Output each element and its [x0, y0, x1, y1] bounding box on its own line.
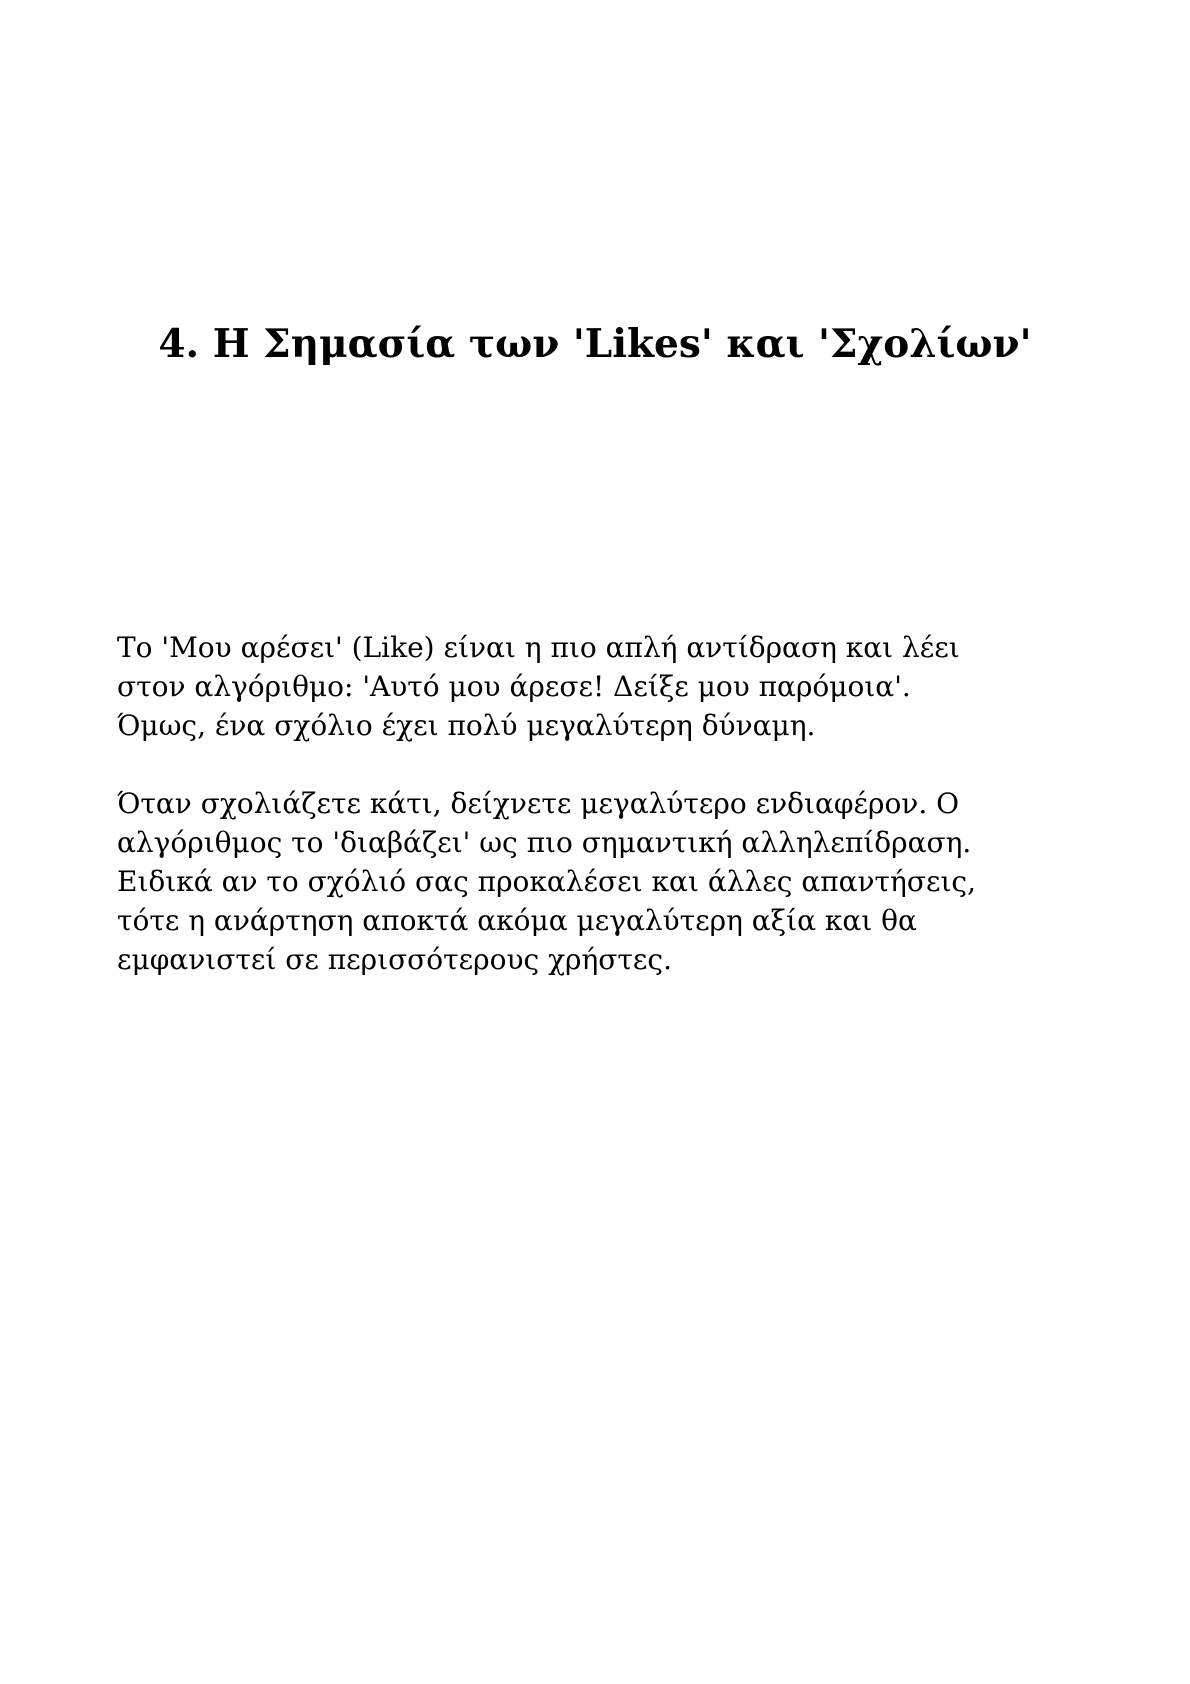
- text-line: τότε η ανάρτηση αποκτά ακόμα μεγαλύτερη αξία και θα: [117, 904, 917, 937]
- text-line: στον αλγόριθμο: 'Αυτό μου άρεσε! Δείξε μου παρόμοια'.: [117, 670, 911, 703]
- text-line: Όταν σχολιάζετε κάτι, δείχνετε μεγαλύτερο ενδιαφέρον. Ο: [117, 787, 960, 820]
- body-text: [117, 628, 1077, 1018]
- text-line: Το 'Μου αρέσει' (Like) είναι η πιο απλή αντίδραση και λέει: [117, 631, 960, 664]
- text-line: εμφανιστεί σε περισσότερους χρήστες.: [117, 943, 672, 976]
- text-line: Ειδικά αν το σχόλιό σας προκαλέσει και άλλες απαντήσεις,: [117, 865, 977, 898]
- paragraph-comments: [117, 784, 1077, 979]
- page-title: 4. Η Σημασία των 'Likes' και 'Σχολίων': [158, 321, 1032, 367]
- text-line: αλγόριθμος το 'διαβάζει' ως πιο σημαντική αλληλεπίδραση.: [117, 826, 972, 859]
- paragraph-likes: [117, 628, 1077, 745]
- text-line: Όμως, ένα σχόλιο έχει πολύ μεγαλύτερη δύναμη.: [117, 709, 816, 742]
